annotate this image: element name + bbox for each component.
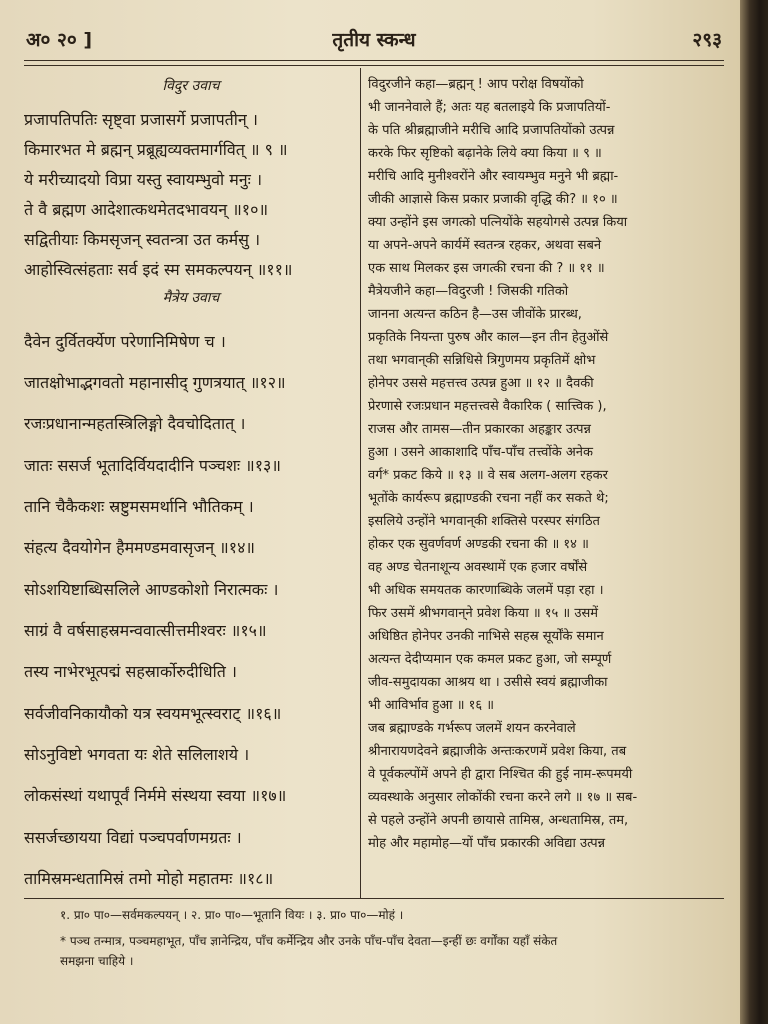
verse-line: दैवेन दुर्वितर्क्येण परेणानिमिषेण च । — [24, 332, 226, 351]
footnote-variant-readings: १. प्रा० पा०—सर्वमकल्पयन् । २. प्रा० पा०—भूतानि वियः । ३. प्रा० पा०—मोहं । — [60, 908, 404, 922]
chapter-marker: अ० २० ] — [26, 29, 93, 51]
verse-line: संहत्य दैवयोगेन हैममण्डमवासृजन् ॥१४॥ — [24, 538, 255, 557]
translation-line: के पति श्रीब्रह्माजीने मरीचि आदि प्रजापतियोंको उत्पन्न — [368, 123, 615, 138]
translation-line: अत्यन्त देदीप्यमान एक कमल प्रकट हुआ, जो सम्पूर्ण — [368, 652, 612, 667]
translation-line: हुआ । उसने आकाशादि पाँच-पाँच तत्त्वोंके अनेक — [368, 445, 593, 460]
translation-line: जानना अत्यन्त कठिन है—उस जीवोंके प्रारब्ध, — [368, 307, 582, 322]
translation-line: व्यवस्थाके अनुसार लोकोंकी रचना करने लगे ॥ १७ ॥ सब- — [368, 790, 638, 805]
verse-line: सोऽनुविष्टो भगवता यः शेते सलिलाशये । — [24, 745, 250, 764]
translation-line: तथा भगवान्‌की सन्निधिसे त्रिगुणमय प्रकृतिमें क्षोभ — [368, 353, 596, 368]
translation-line: करके फिर सृष्टिको बढ़ानेके लिये क्या किया ॥ ९ ॥ — [368, 146, 602, 161]
translation-line: भी अधिक समयतक कारणाब्धिके जलमें पड़ा रहा । — [368, 583, 604, 598]
translation-line: प्रेरणासे रजःप्रधान महत्तत्त्वसे वैकारिक ( सात्त्विक ), — [368, 399, 607, 414]
header-rule — [24, 60, 724, 66]
translation-line: भी आविर्भाव हुआ ॥ १६ ॥ — [368, 698, 495, 713]
verse-line: तानि चैकैकशः स्रष्टुमसमर्थानि भौतिकम् । — [24, 497, 254, 516]
verse-line: ते वै ब्रह्मण आदेशात्कथमेतदभावयन् ॥१०॥ — [24, 200, 269, 219]
translation-line: भूतोंके कार्यरूप ब्रह्माण्डकी रचना नहीं कर सकते थे; — [368, 491, 609, 506]
verse-line: रजःप्रधानान्महतस्त्रिलिङ्गो दैवचोदितात् । — [24, 414, 246, 433]
translation-line: जब ब्रह्माण्डके गर्भरूप जलमें शयन करनेवाले — [368, 721, 576, 736]
verse-line: आहोस्वित्संहताः सर्व इदं स्म समकल्पयन् ॥११॥ — [24, 260, 293, 279]
book-binding-edge — [740, 0, 768, 1024]
verse-line: सर्वजीवनिकायौको यत्र स्वयमभूत्स्वराट् ॥१६॥ — [24, 704, 282, 723]
translation-line: एक साथ मिलकर इस जगत्की रचना की ? ॥ ११ ॥ — [368, 261, 605, 276]
translation-line: मैत्रेयजीने कहा—विदुरजी ! जिसकी गतिको — [368, 284, 569, 299]
translation-line: अधिष्ठित होनेपर उनकी नाभिसे सहस्र सूर्योंके समान — [368, 629, 604, 644]
verse-line: ये मरीच्यादयो विप्रा यस्तु स्वायम्भुवो मनुः । — [24, 170, 263, 189]
section-title: तृतीय स्कन्ध — [332, 29, 416, 51]
translation-line: होनेपर उससे महत्तत्त्व उत्पन्न हुआ ॥ १२ ॥ दैवकी — [368, 376, 594, 391]
translation-line: जीकी आज्ञासे किस प्रकार प्रजाकी वृद्धि की? ॥ १० ॥ — [368, 192, 618, 207]
verse-line: साग्रं वै वर्षसाहस्रमन्ववात्सीत्तमीश्वरः ॥१५॥ — [24, 621, 267, 640]
translation-line: फिर उसमें श्रीभगवान्‌ने प्रवेश किया ॥ १५ ॥ उसमें — [368, 606, 599, 621]
translation-line: विदुरजीने कहा—ब्रह्मन् ! आप परोक्ष विषयोंको — [368, 77, 584, 92]
translation-line: राजस और तामस—तीन प्रकारका अहङ्कार उत्पन्न — [368, 422, 591, 437]
verse-line: तस्य नाभेरभूत्पद्मं सहस्रार्कोरुदीधिति । — [24, 662, 237, 681]
verse-line: सोऽशयिष्टाब्धिसलिले आण्डकोशो निरात्मकः । — [24, 580, 279, 599]
translation-line: से पहले उन्होंने अपनी छायासे तामिस्र, अन्धतामिस्र, तम, — [368, 813, 629, 828]
translation-line: मरीचि आदि मुनीश्वरोंने और स्वायम्भुव मनुने भी ब्रह्मा- — [368, 169, 619, 184]
speaker-heading-vidura: विदुर उवाच — [162, 78, 220, 94]
speaker-heading-maitreya: मैत्रेय उवाच — [162, 290, 220, 306]
translation-line: भी जाननेवाले हैं; अतः यह बतलाइये कि प्रजापतियों- — [368, 100, 611, 115]
verse-line: सद्वितीयाः किमसृजन् स्वतन्त्रा उत कर्मसु । — [24, 230, 261, 249]
verse-line: जातः ससर्ज भूतादिर्वियदादीनि पञ्चशः ॥१३॥ — [24, 456, 281, 475]
verse-line: जातक्षोभाद्भगवतो महानासीद् गुणत्रयात् ॥१२॥ — [24, 373, 286, 392]
translation-line: वर्ग* प्रकट किये ॥ १३ ॥ वे सब अलग-अलग रहकर — [368, 468, 608, 483]
translation-line: इसलिये उन्होंने भगवान्‌की शक्तिसे परस्पर संगठित — [368, 514, 600, 529]
page-header — [26, 26, 722, 54]
verse-line: प्रजापतिपतिः सृष्ट्वा प्रजासर्गे प्रजापतीन् । — [24, 110, 258, 129]
sanskrit-verses-column — [24, 70, 358, 900]
footnote-rule — [24, 898, 724, 899]
column-divider — [360, 68, 361, 898]
translation-line: क्या उन्होंने इस जगत्को पत्नियोंके सहयोगसे उत्पन्न किया — [368, 215, 628, 230]
footnote-explanation: * पञ्च तन्मात्र, पञ्चमहाभूत, पाँच ज्ञानेन्द्रिय, पाँच कर्मेन्द्रिय और उनके पाँच-पाँच देवता—इन्हीं छः वर्गोंका यहाँ संकेत — [60, 934, 558, 948]
footnote-explanation-continued: समझना चाहिये । — [60, 954, 134, 968]
page-number: २९३ — [692, 29, 722, 51]
translation-line: प्रकृतिके नियन्ता पुरुष और काल—इन तीन हेतुओंसे — [368, 330, 609, 345]
translation-line: श्रीनारायणदेवने ब्रह्माजीके अन्तःकरणमें प्रवेश किया, तब — [368, 744, 627, 759]
translation-line: जीव-समुदायका आश्रय था । उसीसे स्वयं ब्रह्माजीका — [368, 675, 608, 690]
translation-line: मोह और महामोह—यों पाँच प्रकारकी अविद्या उत्पन्न — [368, 836, 605, 851]
verse-line: तामिस्रमन्धतामिस्रं तमो मोहो महातमः ॥१८॥ — [24, 869, 274, 888]
verse-line: लोकसंस्थां यथापूर्वं निर्ममे संस्थया स्वया ॥१७॥ — [24, 786, 287, 805]
translation-line: वह अण्ड चेतनाशून्य अवस्थामें एक हजार वर्षोंसे — [368, 560, 588, 575]
verse-line: किमारभत मे ब्रह्मन् प्रब्रूह्यव्यक्तमार्गवित् ॥ ९ ॥ — [24, 140, 288, 159]
translation-line: वे पूर्वकल्पोंमें अपने ही द्वारा निश्चित की हुई नाम-रूपमयी — [368, 767, 633, 782]
translation-line: या अपने-अपने कार्यमें स्वतन्त्र रहकर, अथवा सबने — [368, 238, 602, 253]
verse-line: ससर्जच्छायया विद्यां पञ्चपर्वाणमग्रतः । — [24, 828, 242, 847]
hindi-translation-column — [368, 70, 700, 900]
translation-line: होकर एक सुवर्णवर्ण अण्डकी रचना की ॥ १४ ॥ — [368, 537, 589, 552]
